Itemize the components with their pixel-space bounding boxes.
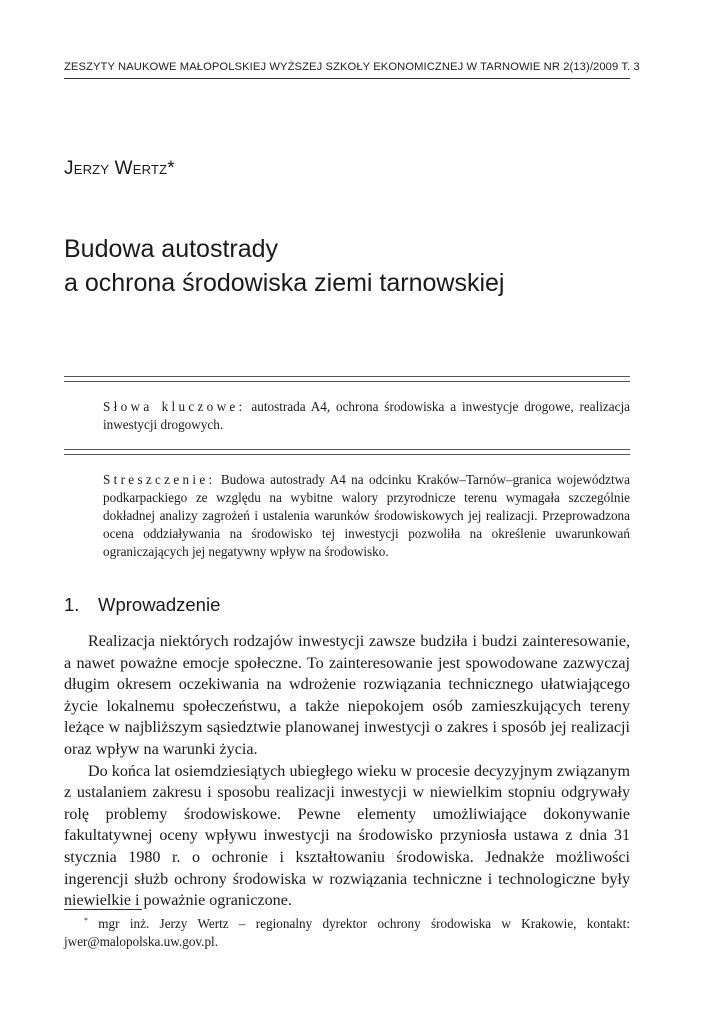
- double-rule-top: [64, 376, 630, 382]
- footnote: [64, 912, 630, 950]
- section-heading: [64, 594, 220, 616]
- title-line-2: a ochrona środowiska ziemi tarnowskiej: [64, 269, 505, 297]
- body-text: [64, 631, 630, 912]
- footnote-mark: *: [84, 916, 88, 925]
- paragraph-2: Do końca lat osiemdziesiątych ubiegłego wieku w procesie decyzyjnym związanym z ustalaniem zakresu i sposobu realizacji inwestycji w niewielkim stopniu odgrywały rolę problemy środowiskowe. Pewne elementy umożliwiające dokonywanie fakultatywnej oceny wpływu inwestycji na środowisko przyniosła ustawa z dnia 31 stycznia 1980 r. o ochronie i kształtowaniu środowiska. Jednakże możliwości ingerencji służb ochrony środowiska w rozwiązania techniczne i technologiczne były niewielkie i poważnie ograniczone.: [64, 762, 630, 910]
- footnote-rule: [64, 909, 142, 910]
- keywords-text: autostrada A4, ochrona środowiska a inwestycje drogowe, realizacja inwestycji drogowych.: [103, 399, 630, 432]
- section-title: Wprowadzenie: [98, 594, 221, 615]
- title-line-1: Budowa autostrady: [64, 235, 279, 263]
- running-header: ZESZYTY NAUKOWE MAŁOPOLSKIEJ WYŻSZEJ SZKOŁY EKONOMICZNEJ W TARNOWIE NR 2(13)/2009 T. 3: [64, 61, 630, 79]
- section-number: 1.: [64, 594, 80, 615]
- summary-block: [103, 471, 630, 561]
- keywords-block: [103, 398, 630, 434]
- author-name-text: Jerzy Wertz: [64, 158, 168, 179]
- article-title: [64, 232, 644, 300]
- footnote-text: mgr inż. Jerzy Wertz – regionalny dyrektor ochrony środowiska w Krakowie, kontakt: jwer@malopolska.uw.gov.pl.: [64, 916, 630, 949]
- double-rule-middle: [64, 449, 630, 455]
- paragraph-1: Realizacja niektórych rodzajów inwestycji zawsze budziła i budzi zainteresowanie, a nawet poważne emocje społeczne. To zainteresowanie jest spowodowane zazwyczaj długim okresem oczekiwania na wdrożenie rozwiązania technicznego ułatwiającego życie lokalnemu społeczeństwu, a także niepokojem osób zamieszkujących tereny leżące w najbliższym sąsiedztwie planowanej inwestycji o zakres i sposób jej realizacji oraz wpływ na warunki życia.: [64, 633, 630, 758]
- summary-label: Streszczenie:: [103, 472, 216, 487]
- keywords-label: Słowa kluczowe:: [103, 399, 246, 414]
- author-name: [64, 158, 175, 180]
- author-footnote-mark: *: [167, 158, 175, 179]
- summary-text: Budowa autostrady A4 na odcinku Kraków–Tarnów–granica województwa podkarpackiego ze względu na wybitne walory przyrodnicze terenu wymagała szczególnie dokładnej analizy zagrożeń i ustalenia warunków środowiskowych jej realizacji. Przeprowadzona ocena oddziaływania na środowisko tej inwestycji pozwoliła na określenie uwarunkowań ograniczających jej negatywny wpływ na środowisko.: [103, 472, 630, 559]
